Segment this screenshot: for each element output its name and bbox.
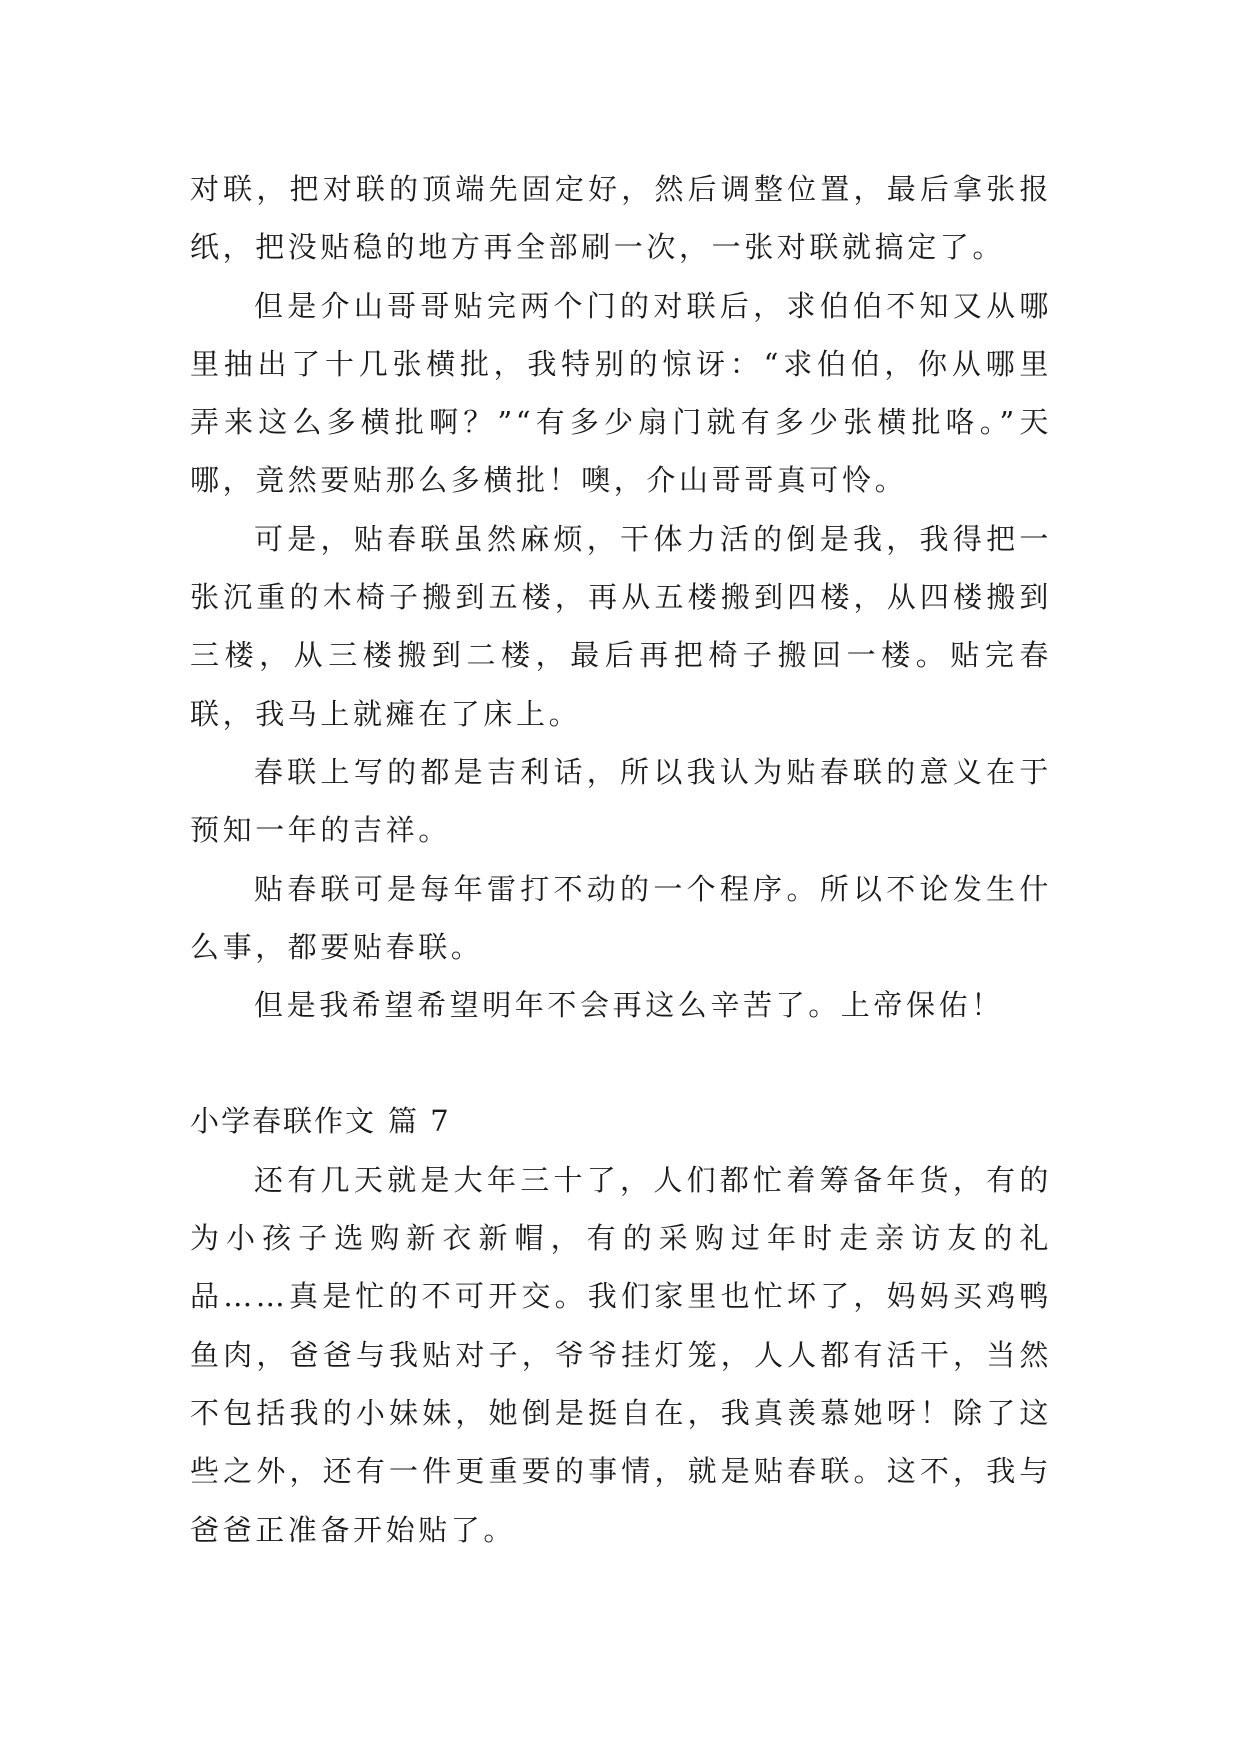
paragraph: 但是我希望希望明年不会再这么辛苦了。上帝保佑！ (254, 988, 1004, 1023)
paragraph: 但是介山哥哥贴完两个门的对联后，求伯伯不知又从哪里抽出了十几张横批，我特别的惊讶：“求伯伯，你从哪里弄来这么多横批啊？”“有多少扇门就有多少张横批咯。”天哪，竟然要贴那么多横批！噢，介山哥哥真可怜。 (190, 288, 1052, 498)
paragraph: 对联，把对联的顶端先固定好，然后调整位置，最后拿张报纸，把没贴稳的地方再全部刷一次，一张对联就搞定了。 (190, 172, 1052, 265)
section-heading-number: 篇 7 (388, 1104, 451, 1139)
section-heading-title: 小学春联作文 (190, 1104, 377, 1139)
document-page (190, 160, 1052, 1559)
section-heading (190, 1092, 1052, 1150)
paragraph: 还有几天就是大年三十了，人们都忙着筹备年货，有的为小孩子选购新衣新帽，有的采购过年时走亲访友的礼品……真是忙的不可开交。我们家里也忙坏了，妈妈买鸡鸭鱼肉，爸爸与我贴对子，爷爷挂灯笼，人人都有活干，当然不包括我的小妹妹，她倒是挺自在，我真羡慕她呀！除了这些之外，还有一件更重要的事情，就是贴春联。这不，我与爸爸正准备开始贴了。 (190, 1162, 1052, 1547)
paragraph: 贴春联可是每年雷打不动的一个程序。所以不论发生什么事，都要贴春联。 (190, 871, 1052, 964)
paragraph: 可是，贴春联虽然麻烦，干体力活的倒是我，我得把一张沉重的木椅子搬到五楼，再从五楼搬到四楼，从四楼搬到三楼，从三楼搬到二楼，最后再把椅子搬回一楼。贴完春联，我马上就瘫在了床上。 (190, 521, 1052, 731)
paragraph: 春联上写的都是吉利话，所以我认为贴春联的意义在于预知一年的吉祥。 (190, 754, 1052, 848)
section-gap (190, 1034, 1052, 1092)
